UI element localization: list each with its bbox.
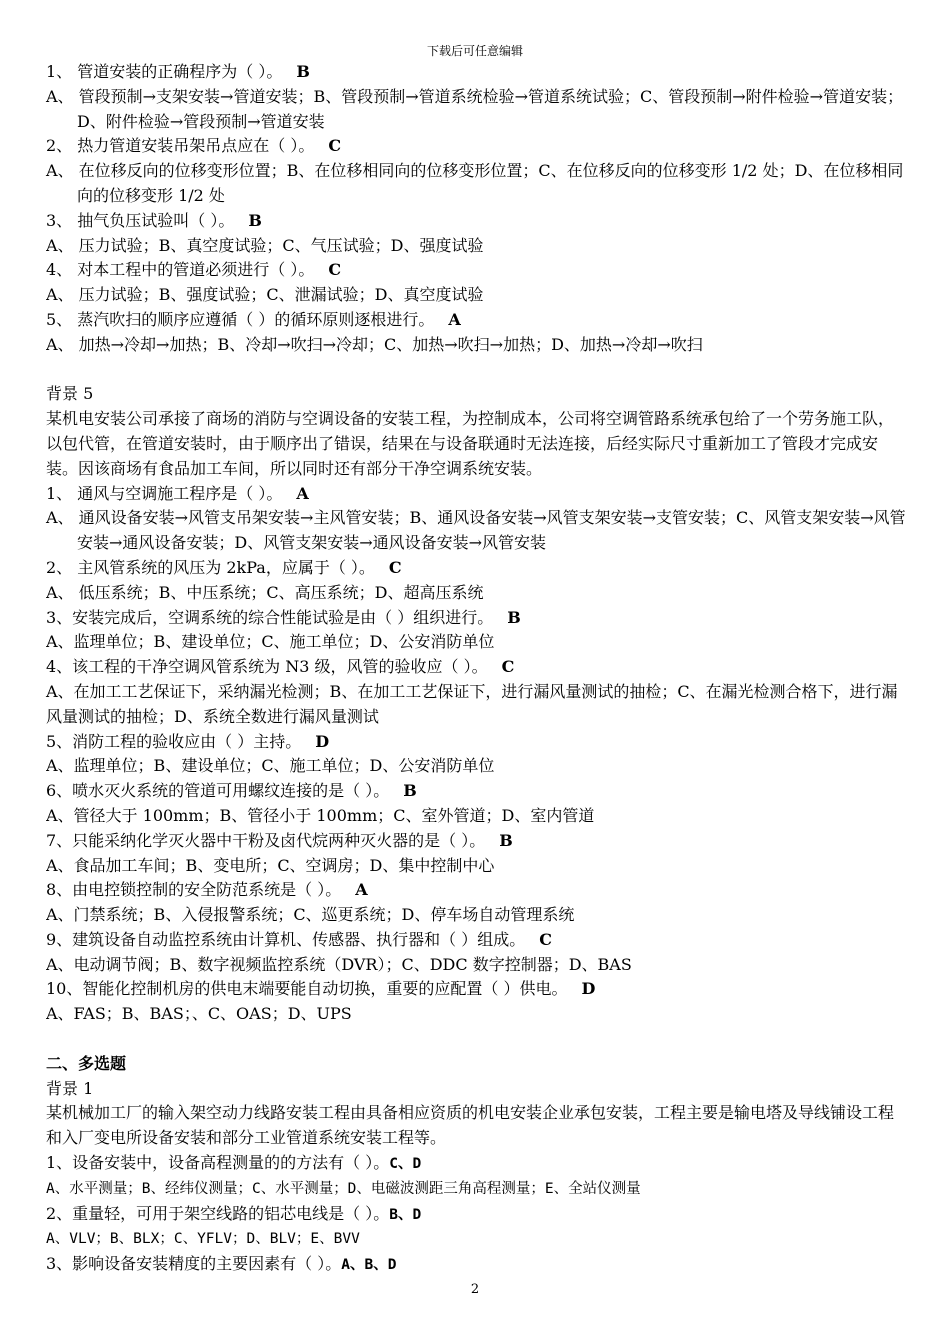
options: A、FAS；B、BAS；、C、OAS；D、UPS [46, 1004, 352, 1024]
options: A、电动调节阀；B、数字视频监控系统（DVR）；C、DDC 数字控制器；D、BAS [46, 954, 632, 974]
question-text: 2、 主风管系统的风压为 2kPa，应属于（ ）。 [46, 557, 375, 577]
section-title: 二、多选题 [46, 1053, 127, 1073]
question [46, 1252, 908, 1278]
background-text: 某机电安装公司承接了商场的消防与空调设备的安装工程，为控制成本，公司将空调管路系统承包给了一个劳务施工队，以包代管，在管道安装时，由于顺序出了错误，结果在与设备联通时无法连接，后经实际尺寸重新加工了管段才完成安装。因该商场有食品加工车间，所以同时还有部分干净空调系统安装。 [46, 409, 895, 478]
options: A、 低压系统；B、中压系统；C、高压系统；D、超高压系统 [46, 582, 484, 602]
options: A、在加工工艺保证下，采纳漏光检测；B、在加工工艺保证下，进行漏风量测试的抽检；C、在漏光检测合格下，进行漏风量测试的抽检；D、系统全数进行漏风量测试 [46, 681, 898, 726]
question-text: 9、建筑设备自动监控系统由计算机、传感器、执行器和（ ）组成。 [46, 929, 526, 949]
answer: C [328, 260, 342, 280]
answer: C [388, 557, 402, 577]
question [46, 829, 908, 854]
question-text: 6、喷水灭火系统的管道可用螺纹连接的是（ ）。 [46, 781, 390, 801]
options: A、 压力试验；B、强度试验；C、泄漏试验；D、真空度试验 [46, 285, 484, 305]
answer: C [539, 929, 553, 949]
question-text: 1、 通风与空调施工程序是（ ）。 [46, 483, 283, 503]
question-text: 3、安装完成后，空调系统的综合性能试验是由（ ）组织进行。 [46, 607, 494, 627]
question-text: 7、只能采纳化学灭火器中干粉及卤代烷两种灭火器的是（ ）。 [46, 830, 486, 850]
question [46, 60, 908, 85]
answer: B [248, 210, 262, 230]
question [46, 482, 908, 507]
background-text: 某机械加工厂的输入架空动力线路安装工程由具备相应资质的机电安装企业承包安装，工程主要是输电塔及导线铺设工程和入厂变电所设备安装和部分工业管道系统安装工程等。 [46, 1103, 895, 1148]
question [46, 779, 908, 804]
question [46, 878, 908, 903]
answer: D [315, 731, 330, 751]
answer: C、D [389, 1156, 422, 1173]
answer: A [296, 483, 309, 503]
question-text: 3、 抽气负压试验叫（ ）。 [46, 210, 235, 230]
options: A、监理单位；B、建设单位；C、施工单位；D、公安消防单位 [46, 632, 495, 652]
spacer [46, 1027, 908, 1052]
answer: A [355, 880, 368, 900]
options: A、水平测量；B、经纬仪测量；C、水平测量；D、电磁波测距三角高程测量；E、全站仪测量 [46, 1180, 641, 1197]
question [46, 134, 908, 159]
question [46, 1202, 908, 1228]
options: A、监理单位；B、建设单位；C、施工单位；D、公安消防单位 [46, 756, 495, 776]
options: A、门禁系统；B、入侵报警系统；C、巡更系统；D、停车场自动管理系统 [46, 905, 575, 925]
answer: C [328, 136, 342, 156]
question-text: 3、影响设备安装精度的主要因素有（ ）。 [46, 1254, 342, 1274]
page-content [46, 60, 908, 1278]
options: A、管径大于 100mm；B、管径小于 100mm；C、室外管道；D、室内管道 [46, 805, 595, 825]
answer: B [499, 830, 513, 850]
question-text: 8、由电控锁控制的安全防范系统是（ ）。 [46, 880, 342, 900]
question [46, 928, 908, 953]
question [46, 258, 908, 283]
answer: D [581, 979, 596, 999]
options: A、VLV；B、BLX；C、YFLV；D、BLV；E、BVV [46, 1231, 360, 1248]
options: A、 通风设备安装→风管支吊架安装→主风管安装；B、通风设备安装→风管支架安装→支管安装；C、风管支架安装→风管安装→通风设备安装；D、风管支架安装→通风设备安装→风管安装 [46, 508, 906, 553]
options: A、 管段预制→支架安装→管道安装；B、管段预制→管道系统检验→管道系统试验；C、管段预制→附件检验→管道安装；D、附件检验→管段预制→管道安装 [46, 86, 904, 131]
question-text: 5、消防工程的验收应由（ ）主持。 [46, 731, 302, 751]
question-text: 2、 热力管道安装吊架吊点应在（ ）。 [46, 136, 315, 156]
answer: B、D [389, 1206, 422, 1223]
answer: A [448, 309, 461, 329]
question [46, 977, 908, 1002]
options: A、食品加工车间；B、变电所；C、空调房；D、集中控制中心 [46, 855, 495, 875]
question [46, 1151, 908, 1177]
page-header: 下载后可任意编辑 [426, 44, 523, 58]
background-title: 背景 1 [46, 1078, 94, 1098]
answer: B [296, 62, 310, 81]
question-text: 1、设备安装中，设备高程测量的的方法有（ ）。 [46, 1153, 390, 1173]
page-number: 2 [470, 1282, 480, 1297]
question-text: 5、 蒸汽吹扫的顺序应遵循（ ）的循环原则逐根进行。 [46, 309, 435, 329]
options: A、 压力试验；B、真空度试验；C、气压试验；D、强度试验 [46, 235, 484, 255]
question-text: 10、智能化控制机房的供电末端要能自动切换，重要的应配置（ ）供电。 [46, 979, 568, 999]
answer: B [403, 781, 417, 801]
question-text: 4、 对本工程中的管道必须进行（ ）。 [46, 260, 315, 280]
question [46, 556, 908, 581]
question-text: 4、该工程的干净空调风管系统为 N3 级，风管的验收应（ ）。 [46, 657, 488, 677]
question-text: 1、 管道安装的正确程序为（ ）。 [46, 62, 283, 81]
answer: B [507, 607, 521, 627]
question [46, 209, 908, 234]
options: A、 加热→冷却→加热；B、冷却→吹扫→冷却；C、加热→吹扫→加热；D、加热→冷却→吹扫 [46, 334, 703, 354]
question-text: 2、重量轻，可用于架空线路的铝芯电线是（ ）。 [46, 1203, 390, 1223]
question [46, 606, 908, 631]
question [46, 655, 908, 680]
question [46, 730, 908, 755]
spacer [46, 358, 908, 383]
answer: C [501, 657, 515, 677]
background-title: 背景 5 [46, 384, 94, 404]
options: A、 在位移反向的位移变形位置；B、在位移相同向的位移变形位置；C、在位移反向的位移变形 1/2 处；D、在位移相同向的位移变形 1/2 处 [46, 161, 904, 205]
answer: A、B、D [341, 1257, 397, 1274]
question [46, 308, 908, 333]
